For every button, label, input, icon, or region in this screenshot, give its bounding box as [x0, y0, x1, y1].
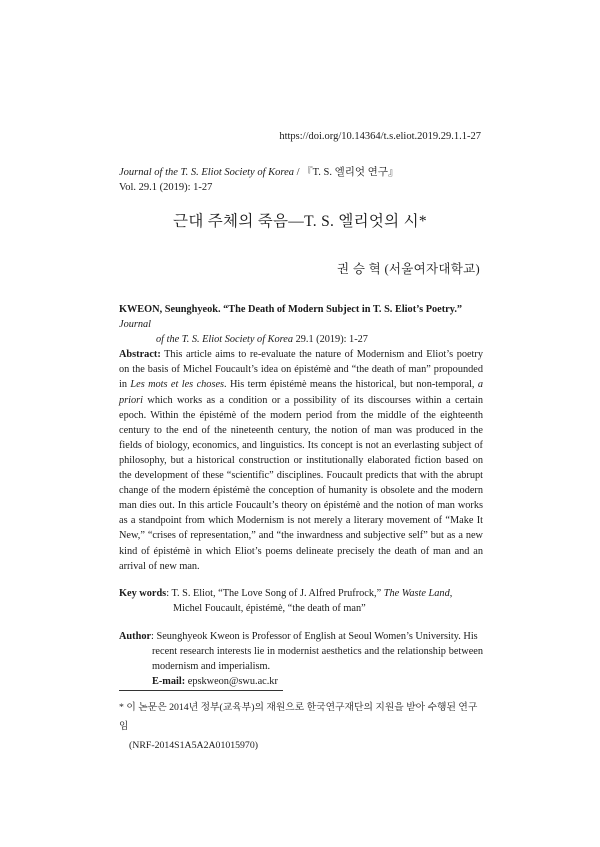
citation-author: KWEON, Seunghyeok.: [119, 304, 221, 315]
abstract: [119, 347, 483, 573]
main-content: [119, 302, 483, 689]
abstract-a-priori: a priori: [119, 379, 483, 406]
journal-name: Journal of the T. S. Eliot Society of Korea: [119, 167, 294, 178]
journal-name-line: [119, 165, 398, 180]
keywords-line-1-end: ,: [449, 587, 453, 599]
author-affiliation: 권 승 혁 (서울여자대학교): [337, 262, 480, 276]
journal-volume: Vol. 29.1 (2019): 1-27: [119, 182, 213, 193]
footnote-line-1: * 이 논문은 2014년 정부(교육부)의 재원으로 한국연구재단의 지원을 받아 수행된 연구임: [119, 702, 478, 732]
keywords-label: Key words: [119, 587, 167, 599]
doi-link[interactable]: https://doi.org/10.14364/t.s.eliot.2019.29.1.1-27: [279, 131, 481, 142]
author-bio-line-1: : Seunghyeok Kweon is Professor of English at Seoul Women’s University. His: [151, 630, 478, 642]
author-bio-rest: recent research interests lie in modernist aesthetics and the relationship between modernism and imperialism.: [152, 645, 483, 673]
author-email-line: [152, 674, 483, 689]
abstract-text-2: . His term épistémè means the historical, but non-temporal,: [224, 379, 478, 391]
citation-title: “The Death of Modern Subject in T. S. Eliot’s Poetry.”: [220, 304, 463, 315]
keyword-waste-land: The Waste Land: [383, 587, 450, 599]
citation-journal-b: of the T. S. Eliot Society of Korea: [156, 334, 293, 346]
citation: [119, 302, 483, 347]
citation-details: 29.1 (2019): 1-27: [293, 334, 368, 346]
abstract-text-3: which works as a condition or a possibility of its discourses within a certain epoch. Within the épistémè of the modern period from the middle of the eighteenth century to the end of the nineteenth century, the notion of man was produced in the fields of biology, economics, and linguistics. Its concept is not an everlasting subject of philosophy, but a historical construction or institutionally elaborated fiction based on the development of these “scientific” disciplines. Foucault predicts that with the abrupt change of the modern épistémè the conception of humanity is obsolete and the modern man dies out. In this article Foucault’s theory on épistémè and the notion of man works as a standpoint from which Modernism is not merely a literary movement of “Make It New,” “crises of representation,” and “the inwardness and subjective self” but as a new kind of épistémè in which Eliot’s poems delineate precisely the death of man and an arrival of new man.: [119, 394, 483, 572]
abstract-text-1: This article aims to re-evaluate the nature of Modernism and Eliot’s poetry on the basis of Michel Foucault’s idea on épistémè and “the death of man” propounded in: [119, 349, 483, 391]
author-email[interactable]: epskweon@swu.ac.kr: [185, 676, 278, 688]
paper-title: 근대 주체의 죽음—T. S. 엘리엇의 시*: [173, 213, 427, 230]
journal-korean-name: / 『T. S. 엘리엇 연구』: [293, 167, 399, 178]
keywords-line-1: : T. S. Eliot, “The Love Song of J. Alfred Prufrock,”: [166, 587, 384, 599]
footnote: [119, 698, 485, 755]
keywords-line-2: Michel Foucault, épistémè, “the death of man”: [173, 602, 366, 614]
keywords: [119, 586, 483, 616]
footnote-divider: [119, 690, 283, 691]
journal-info: [119, 165, 398, 195]
author-info: [119, 629, 483, 689]
abstract-label: Abstract:: [119, 349, 161, 361]
citation-journal-a: Journal: [119, 319, 152, 331]
author-label: Author: [119, 630, 152, 642]
abstract-book-title: Les mots et les choses: [130, 379, 225, 391]
footnote-line-2: (NRF-2014S1A5A2A01015970): [129, 740, 258, 751]
email-label: E-mail:: [152, 676, 186, 688]
